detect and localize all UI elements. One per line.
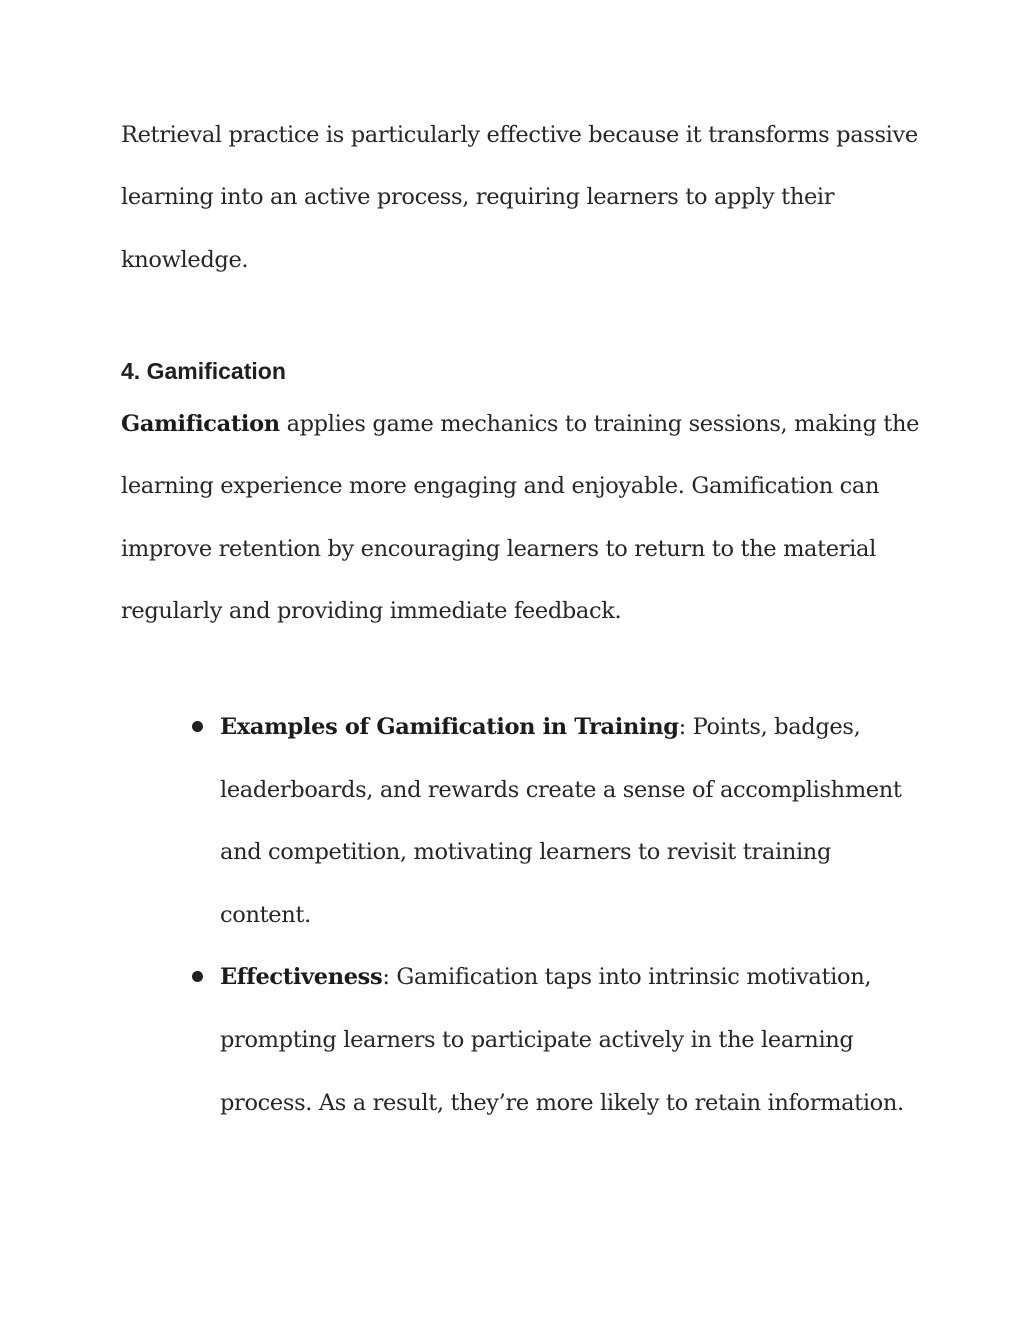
bullet-bold-term: Effectiveness (220, 964, 383, 991)
bullet-text: : Gamification taps into intrinsic motivation, prompting learners to participate actively in the learning process. As a result, they’re more likely to retain information. (220, 964, 904, 1116)
bullet-dot-icon (192, 721, 203, 732)
list-item (0, 946, 910, 1134)
bullet-text: : Points, badges, leaderboards, and rewards create a sense of accomplishment and competition, motivating learners to revisit training content. (220, 714, 902, 928)
bold-lead-term: Gamification (121, 411, 280, 437)
section-heading: 4. Gamification (121, 358, 286, 384)
list-item (0, 696, 910, 946)
paragraph-gamification (121, 393, 921, 642)
bullet-list (0, 696, 1024, 1134)
bullet-dot-icon (192, 971, 203, 982)
paragraph-text: Retrieval practice is particularly effective because it transforms passive learning into an active process, requiring learners to apply their knowledge. (121, 122, 918, 273)
bullet-bold-term: Examples of Gamification in Training (220, 714, 679, 740)
paragraph-retrieval-practice (121, 104, 921, 291)
paragraph-text: applies game mechanics to training sessions, making the learning experience more engaging and enjoyable. Gamification can improve retention by encouraging learners to return to the material regularly and providing immediate feedback. (121, 411, 920, 624)
